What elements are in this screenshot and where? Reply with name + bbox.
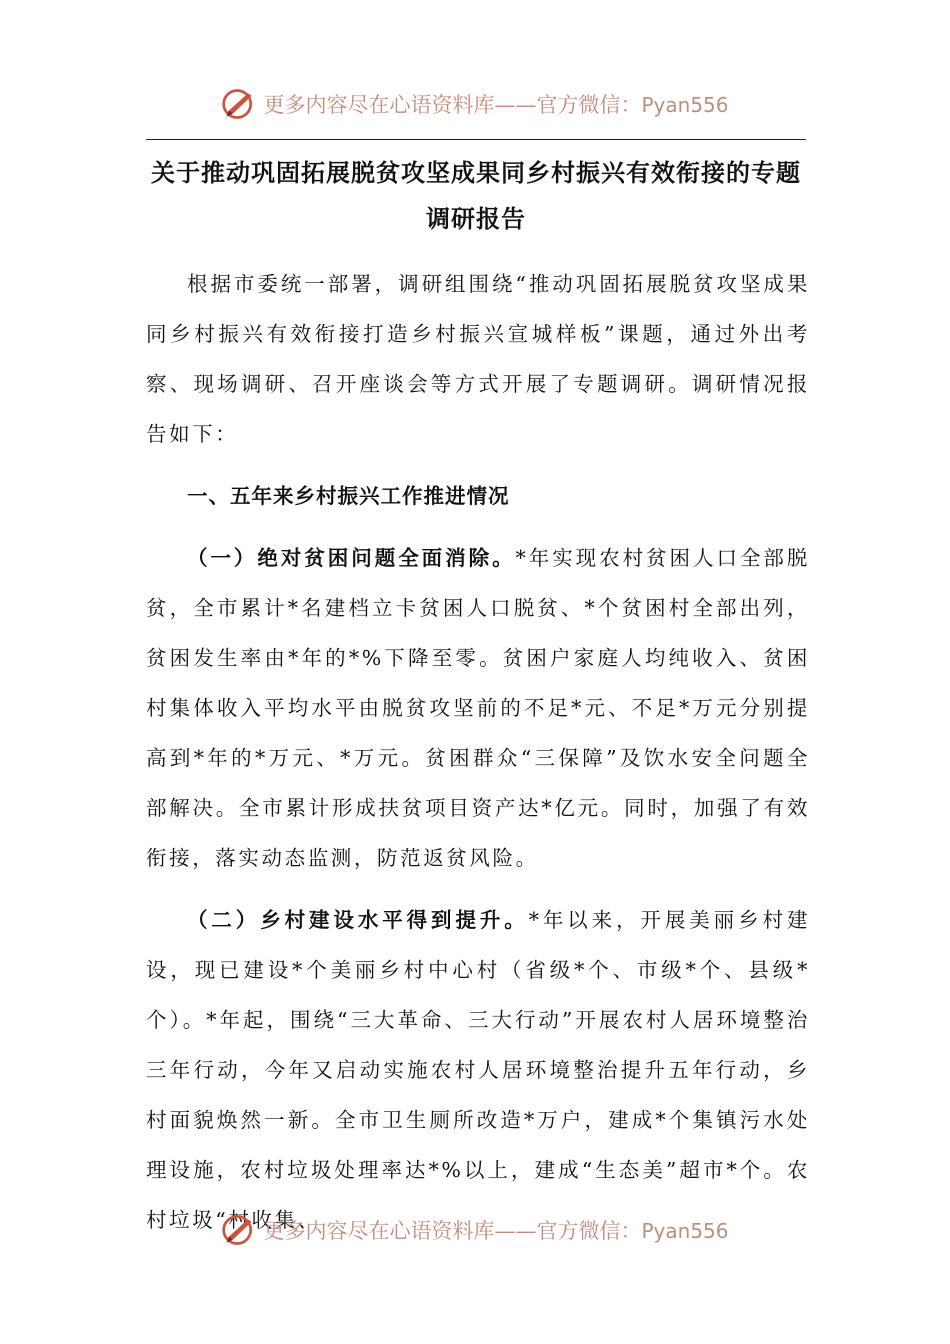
- section-heading: 一、五年来乡村振兴工作推进情况: [187, 484, 510, 508]
- document-body: [146, 259, 810, 1245]
- pen-logo-icon: [221, 86, 257, 122]
- header-divider: [146, 139, 806, 140]
- pen-logo-icon: [221, 1212, 257, 1248]
- document-title: 关于推动巩固拓展脱贫攻坚成果同乡村振兴有效衔接的专题调研报告: [151, 158, 801, 233]
- subsection-2-heading: （二）乡村建设水平得到提升。: [187, 908, 529, 932]
- watermark-banner-top: [0, 82, 950, 126]
- watermark-banner-bottom: [0, 1208, 950, 1252]
- watermark-text: 更多内容尽在心语资料库——官方微信：Pyan556: [263, 93, 729, 117]
- subsection-2-text: *年以来，开展美丽乡村建设，现已建设*个美丽乡村中心村（省级*个、市级*个、县级*个）。*年起，围绕“三大革命、三大行动”开展农村人居环境整治三年行动，今年又启动实施农村人居环境整治提升五年行动，乡村面貌焕然一新。全市卫生厕所改造*万户，建成*个集镇污水处理设施，农村垃圾处理率达*%以上，建成“生态美”超市*个。农村垃圾“村收集、: [146, 908, 810, 1232]
- subsection-1-text: *年实现农村贫困人口全部脱贫，全市累计*名建档立卡贫困人口脱贫、*个贫困村全部出列，贫困发生率由*年的*%下降至零。贫困户家庭人均纯收入、贫困村集体收入平均水平由脱贫攻坚前的不足*元、不足*万元分别提高到*年的*万元、*万元。贫困群众“三保障”及饮水安全问题全部解决。全市累计形成扶贫项目资产达*亿元。同时，加强了有效衔接，落实动态监测，防范返贫风险。: [146, 546, 810, 870]
- intro-paragraph: 根据市委统一部署，调研组围绕“推动巩固拓展脱贫攻坚成果同乡村振兴有效衔接打造乡村振兴宣城样板”课题，通过外出考察、现场调研、召开座谈会等方式开展了专题调研。调研情况报告如下：: [146, 272, 810, 446]
- subsection-1-heading: （一）绝对贫困问题全面消除。: [187, 546, 516, 570]
- watermark-text: 更多内容尽在心语资料库——官方微信：Pyan556: [263, 1219, 729, 1243]
- subsection-1: [146, 533, 810, 883]
- subsection-2: [146, 895, 810, 1245]
